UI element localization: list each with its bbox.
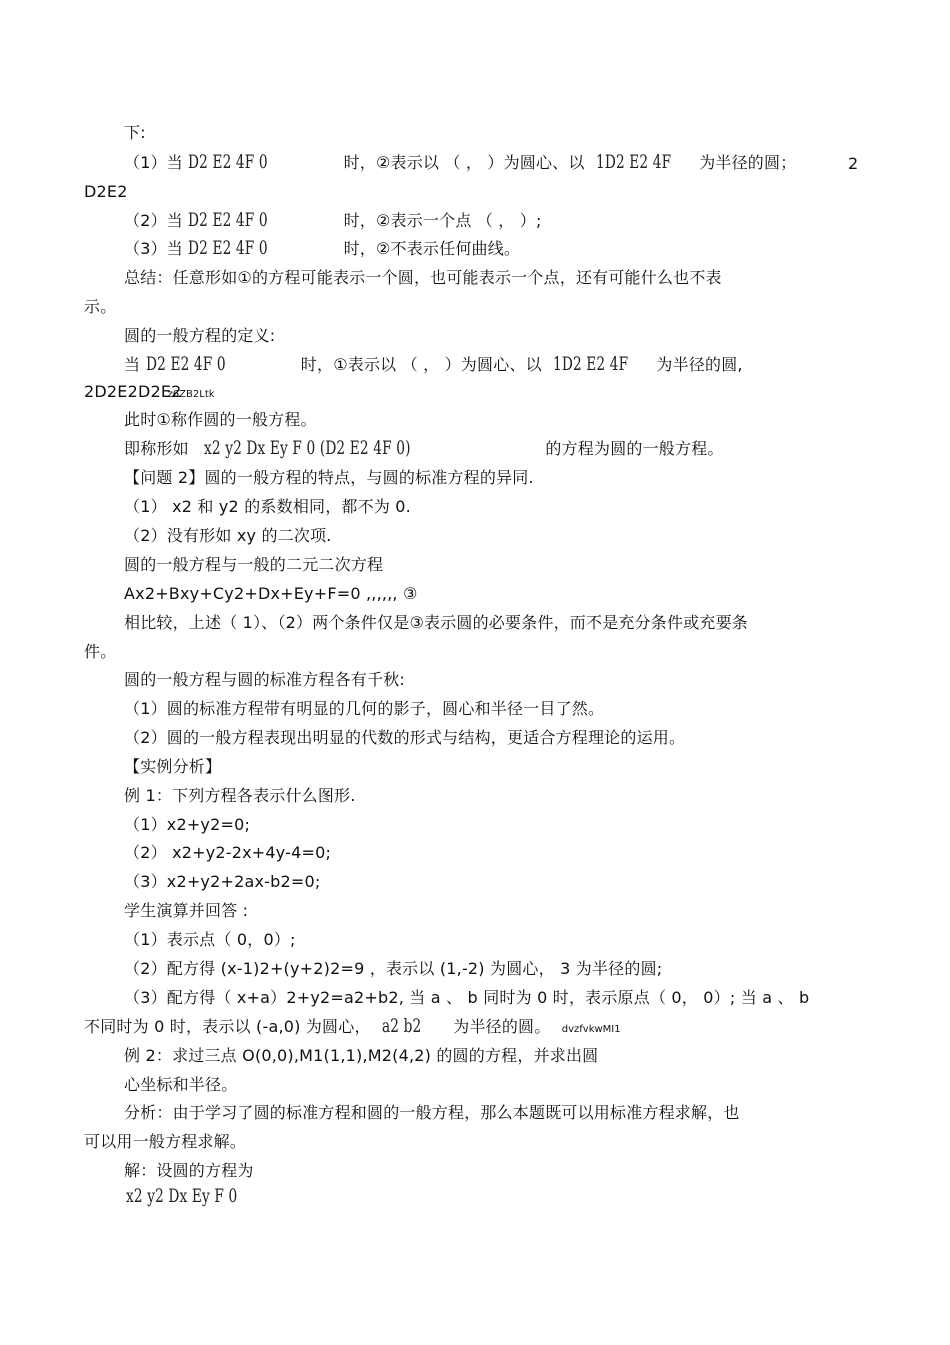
text-line: （1）圆的标准方程带有明显的几何的影子，圆心和半径一目了然。 [124, 699, 605, 718]
text-line: （2）没有形如 xy 的二次项. [124, 526, 332, 545]
text-line: 示。 [84, 297, 117, 316]
text-line: 2 [848, 154, 859, 173]
text-line [124, 438, 724, 459]
text-span: 时，②表示一个点 （ ， ）; [343, 211, 542, 230]
text-line: （2） x2+y2-2x+4y-4=0; [124, 843, 332, 862]
text-line [84, 1016, 621, 1040]
text-span: 为半径的圆。 [453, 1017, 551, 1036]
text-line: 件。 [84, 642, 117, 661]
formula: x2 y2 Dx Ey F 0 (D2 E2 4F 0) [204, 437, 411, 459]
text-line [124, 354, 743, 375]
text-span: 的方程为圆的一般方程。 [545, 439, 724, 458]
formula: a2 b2 [381, 1015, 422, 1037]
text-line: Ax2+Bxy+Cy2+Dx+Ey+F=0 ,,,,,, ③ [124, 584, 418, 603]
text-line: 【问题 2】圆的一般方程的特点，与圆的标准方程的异同. [124, 468, 534, 487]
text-span: 时，②表示以 （ ， ）为圆心、以 [343, 153, 585, 172]
text-line: 【实例分析】 [124, 757, 222, 776]
text-line: （2）配方得 (x-1)2+(y+2)2=9 ，表示以 (1,-2) 为圆心， 3 为半径的圆; [124, 959, 663, 978]
text-span: （1）当 [124, 153, 183, 172]
text-span: 为半径的圆； [699, 153, 797, 172]
text-line: D2E2 [84, 182, 128, 201]
text-line: 圆的一般方程与一般的二元二次方程 [124, 555, 384, 574]
text-line: 心坐标和半径。 [124, 1075, 238, 1094]
text-span: 2D2E2D2E2 [84, 382, 182, 401]
text-line [126, 1186, 326, 1207]
text-line: （1） x2 和 y2 的系数相同，都不为 0. [124, 497, 411, 516]
formula: 1D2 E2 4F [553, 353, 629, 375]
text-line [124, 238, 520, 259]
text-line: 此时①称作圆的一般方程。 [124, 410, 317, 429]
formula: D2 E2 4F 0 [145, 353, 226, 375]
text-line [84, 382, 215, 405]
formula: D2 E2 4F 0 [188, 209, 269, 231]
text-line [124, 210, 542, 231]
text-line: 可以用一般方程求解。 [84, 1132, 247, 1151]
text-line: 相比较，上述（ 1）、（2）两个条件仅是③表示圆的必要条件，而不是充分条件或充要条 [124, 613, 748, 632]
text-span: （3）当 [124, 239, 183, 258]
text-line: 下: [124, 123, 146, 142]
text-span: 当 [124, 355, 141, 374]
formula: D2 E2 4F 0 [188, 151, 269, 173]
text-span: 时，②不表示任何曲线。 [343, 239, 521, 258]
text-span: 为半径的圆, [656, 355, 743, 374]
formula: x2 y2 Dx Ey F 0 [126, 1185, 238, 1207]
watermark-code: z6ZB2Ltk [167, 389, 215, 400]
watermark-code: dvzfvkwMI1 [561, 1024, 621, 1035]
text-line: 圆的一般方程与圆的标准方程各有千秋: [124, 670, 405, 689]
text-line [124, 152, 796, 173]
text-span: 即称形如 [124, 439, 189, 458]
formula: D2 E2 4F 0 [188, 237, 269, 259]
text-line: 总结：任意形如①的方程可能表示一个圆，也可能表示一个点，还有可能什么也不表 [124, 268, 722, 287]
text-line: 解：设圆的方程为 [124, 1161, 254, 1180]
text-span: 时，①表示以 （ ， ）为圆心、以 [300, 355, 542, 374]
formula: 1D2 E2 4F [595, 151, 672, 173]
text-line: （2）圆的一般方程表现出明显的代数的形式与结构，更适合方程理论的运用。 [124, 728, 686, 747]
text-line: （3）x2+y2+2ax-b2=0; [124, 872, 321, 891]
text-line: 圆的一般方程的定义: [124, 326, 276, 345]
text-line: 例 2：求过三点 O(0,0),M1(1,1),M2(4,2) 的圆的方程，并求出圆 [124, 1046, 599, 1065]
text-line: 例 1：下列方程各表示什么图形. [124, 786, 356, 805]
text-line: （3）配方得（ x+a）2+y2=a2+b2, 当 a 、 b 同时为 0 时，表示原点（ 0， 0）; 当 a 、 b [124, 988, 810, 1007]
text-line: （1）x2+y2=0; [124, 815, 251, 834]
text-line: 学生演算并回答 : [124, 901, 249, 920]
text-span: 不同时为 0 时，表示以 (-a,0) 为圆心， [84, 1017, 371, 1036]
text-line: （1）表示点（ 0，0）; [124, 930, 296, 949]
text-line: 分析：由于学习了圆的标准方程和圆的一般方程，那么本题既可以用标准方程求解，也 [124, 1103, 740, 1122]
text-span: （2）当 [124, 211, 183, 230]
